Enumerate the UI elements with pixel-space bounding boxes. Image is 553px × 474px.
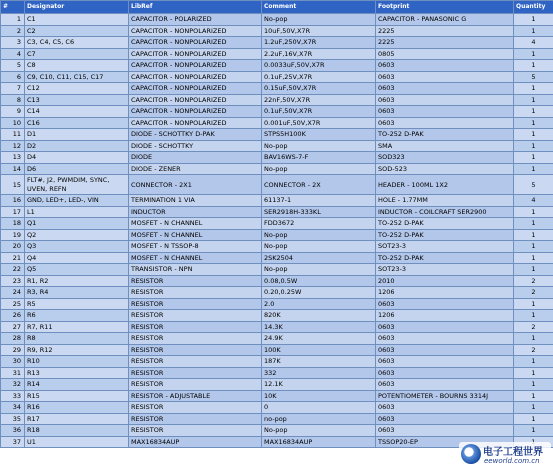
- cell-libref: RESISTOR: [129, 367, 262, 379]
- cell-num: 29: [1, 344, 25, 356]
- cell-designator: R9, R12: [25, 344, 129, 356]
- cell-designator: C1: [25, 14, 129, 26]
- cell-quantity: 1: [514, 117, 553, 129]
- cell-comment: 61137-1: [262, 195, 376, 207]
- cell-quantity: 1: [514, 333, 553, 345]
- table-row: [1, 140, 553, 152]
- cell-comment: STPS5H100K: [262, 129, 376, 141]
- cell-designator: Q1: [25, 218, 129, 230]
- cell-designator: C7: [25, 48, 129, 60]
- header-designator: Designator: [25, 1, 129, 14]
- cell-comment: No-pop: [262, 264, 376, 276]
- cell-comment: 0.1uF,25V,X7R: [262, 71, 376, 83]
- cell-quantity: 1: [514, 252, 553, 264]
- cell-libref: RESISTOR: [129, 333, 262, 345]
- table-row: [1, 310, 553, 322]
- cell-libref: CAPACITOR - POLARIZED: [129, 14, 262, 26]
- cell-footprint: INDUCTOR - COILCRAFT SER2900: [376, 206, 514, 218]
- cell-comment: 0.001uF,50V,X7R: [262, 117, 376, 129]
- cell-quantity: 4: [514, 37, 553, 49]
- cell-designator: R14: [25, 379, 129, 391]
- cell-designator: Q2: [25, 229, 129, 241]
- table-row: [1, 252, 553, 264]
- cell-designator: Q5: [25, 264, 129, 276]
- table-row: [1, 344, 553, 356]
- cell-footprint: 0603: [376, 344, 514, 356]
- bom-table-body: [1, 14, 553, 448]
- cell-designator: C13: [25, 94, 129, 106]
- cell-num: 28: [1, 333, 25, 345]
- cell-footprint: TO-252 D-PAK: [376, 218, 514, 230]
- cell-libref: CAPACITOR - NONPOLARIZED: [129, 60, 262, 72]
- cell-footprint: SOT23-3: [376, 264, 514, 276]
- cell-quantity: 1: [514, 48, 553, 60]
- table-row: [1, 218, 553, 230]
- cell-designator: C12: [25, 83, 129, 95]
- cell-libref: MOSFET - N CHANNEL: [129, 229, 262, 241]
- cell-quantity: 5: [514, 175, 553, 195]
- cell-footprint: 0603: [376, 60, 514, 72]
- cell-quantity: 2: [514, 344, 553, 356]
- watermark-url: eeworld.com.cn: [484, 457, 540, 465]
- cell-designator: C3, C4, C5, C6: [25, 37, 129, 49]
- cell-comment: 1.2uF,250V,X7R: [262, 37, 376, 49]
- watermark: [459, 442, 551, 468]
- cell-comment: FDD3672: [262, 218, 376, 230]
- cell-footprint: SOD323: [376, 152, 514, 164]
- cell-num: 12: [1, 140, 25, 152]
- table-row: [1, 106, 553, 118]
- cell-quantity: 1: [514, 229, 553, 241]
- cell-footprint: TO-252 D-PAK: [376, 129, 514, 141]
- cell-num: 4: [1, 48, 25, 60]
- cell-libref: MAX16834AUP: [129, 436, 262, 448]
- table-row: [1, 333, 553, 345]
- table-row: [1, 241, 553, 253]
- cell-quantity: 2: [514, 275, 553, 287]
- cell-comment: 0.1uF,50V,X7R: [262, 106, 376, 118]
- cell-footprint: TO-252 D-PAK: [376, 229, 514, 241]
- cell-libref: CAPACITOR - NONPOLARIZED: [129, 117, 262, 129]
- cell-designator: R1, R2: [25, 275, 129, 287]
- cell-num: 32: [1, 379, 25, 391]
- cell-footprint: 0603: [376, 117, 514, 129]
- cell-footprint: 0603: [376, 413, 514, 425]
- cell-footprint: 1206: [376, 310, 514, 322]
- cell-comment: 2.0: [262, 298, 376, 310]
- cell-quantity: 1: [514, 140, 553, 152]
- cell-quantity: 1: [514, 425, 553, 437]
- cell-comment: 0.20,0.25W: [262, 287, 376, 299]
- cell-quantity: 2: [514, 287, 553, 299]
- cell-num: 35: [1, 413, 25, 425]
- cell-quantity: 5: [514, 71, 553, 83]
- cell-footprint: 0603: [376, 298, 514, 310]
- cell-comment: No-pop: [262, 241, 376, 253]
- cell-quantity: 1: [514, 60, 553, 72]
- cell-num: 5: [1, 60, 25, 72]
- cell-num: 20: [1, 241, 25, 253]
- cell-footprint: 0603: [376, 83, 514, 95]
- cell-footprint: 0603: [376, 321, 514, 333]
- cell-designator: D4: [25, 152, 129, 164]
- header-quantity: Quantity: [514, 1, 553, 14]
- cell-footprint: 0805: [376, 48, 514, 60]
- cell-designator: GND, LED+, LED-, VIN: [25, 195, 129, 207]
- cell-num: 26: [1, 310, 25, 322]
- cell-footprint: SMA: [376, 140, 514, 152]
- cell-footprint: POTENTIOMETER - BOURNS 3314J: [376, 390, 514, 402]
- cell-footprint: 1206: [376, 287, 514, 299]
- cell-num: 10: [1, 117, 25, 129]
- cell-libref: MOSFET - N CHANNEL: [129, 252, 262, 264]
- cell-comment: CONNECTOR - 2X: [262, 175, 376, 195]
- cell-comment: No-pop: [262, 14, 376, 26]
- cell-libref: RESISTOR: [129, 402, 262, 414]
- cell-num: 33: [1, 390, 25, 402]
- cell-num: 13: [1, 152, 25, 164]
- table-row: [1, 356, 553, 368]
- table-row: [1, 37, 553, 49]
- cell-designator: Q4: [25, 252, 129, 264]
- cell-footprint: 0603: [376, 71, 514, 83]
- cell-quantity: 1: [514, 310, 553, 322]
- header-footprint: Footprint: [376, 1, 514, 14]
- cell-quantity: 1: [514, 402, 553, 414]
- cell-designator: R16: [25, 402, 129, 414]
- cell-designator: U1: [25, 436, 129, 448]
- cell-footprint: SOD-523: [376, 163, 514, 175]
- table-row: [1, 287, 553, 299]
- cell-footprint: 0603: [376, 356, 514, 368]
- cell-designator: D1: [25, 129, 129, 141]
- cell-designator: FLT#, J2, PWMDIM, SYNC, UVEN, REFN: [25, 175, 129, 195]
- cell-footprint: 2010: [376, 275, 514, 287]
- cell-designator: R18: [25, 425, 129, 437]
- cell-libref: TERMINATION 1 VIA: [129, 195, 262, 207]
- cell-libref: CAPACITOR - NONPOLARIZED: [129, 48, 262, 60]
- cell-libref: RESISTOR: [129, 344, 262, 356]
- cell-footprint: TO-252 D-PAK: [376, 252, 514, 264]
- cell-num: 18: [1, 218, 25, 230]
- cell-comment: 332: [262, 367, 376, 379]
- table-row: [1, 298, 553, 310]
- cell-libref: CAPACITOR - NONPOLARIZED: [129, 71, 262, 83]
- cell-footprint: 0603: [376, 106, 514, 118]
- cell-footprint: HEADER - 100ML 1X2: [376, 175, 514, 195]
- cell-num: 9: [1, 106, 25, 118]
- cell-designator: C2: [25, 25, 129, 37]
- table-row: [1, 402, 553, 414]
- cell-footprint: CAPACITOR - PANASONIC G: [376, 14, 514, 26]
- cell-num: 15: [1, 175, 25, 195]
- table-row: [1, 275, 553, 287]
- watermark-cn-text: 电子工程世界: [483, 447, 543, 458]
- cell-quantity: 1: [514, 379, 553, 391]
- cell-quantity: 1: [514, 367, 553, 379]
- cell-libref: RESISTOR: [129, 275, 262, 287]
- cell-footprint: 0603: [376, 425, 514, 437]
- cell-num: 14: [1, 163, 25, 175]
- cell-num: 31: [1, 367, 25, 379]
- cell-quantity: 1: [514, 163, 553, 175]
- cell-libref: DIODE - SCHOTTKY: [129, 140, 262, 152]
- cell-designator: C14: [25, 106, 129, 118]
- cell-footprint: SOT23-3: [376, 241, 514, 253]
- cell-designator: C9, C10, C11, C15, C17: [25, 71, 129, 83]
- cell-footprint: 0603: [376, 379, 514, 391]
- table-row: [1, 152, 553, 164]
- cell-comment: 14.3K: [262, 321, 376, 333]
- cell-num: 16: [1, 195, 25, 207]
- cell-quantity: 1: [514, 206, 553, 218]
- cell-designator: Q3: [25, 241, 129, 253]
- cell-comment: No-pop: [262, 425, 376, 437]
- cell-comment: 10K: [262, 390, 376, 402]
- cell-libref: CAPACITOR - NONPOLARIZED: [129, 94, 262, 106]
- cell-comment: 12.1K: [262, 379, 376, 391]
- cell-quantity: 1: [514, 106, 553, 118]
- cell-libref: RESISTOR - ADJUSTABLE: [129, 390, 262, 402]
- cell-designator: L1: [25, 206, 129, 218]
- table-row: [1, 206, 553, 218]
- cell-num: 22: [1, 264, 25, 276]
- cell-num: 7: [1, 83, 25, 95]
- cell-libref: TRANSISTOR - NPN: [129, 264, 262, 276]
- cell-comment: BAV16WS-7-F: [262, 152, 376, 164]
- cell-libref: RESISTOR: [129, 425, 262, 437]
- cell-libref: RESISTOR: [129, 413, 262, 425]
- table-row: [1, 229, 553, 241]
- cell-num: 2: [1, 25, 25, 37]
- cell-libref: MOSFET - N CHANNEL: [129, 218, 262, 230]
- cell-footprint: TSSOP20-EP: [376, 436, 514, 448]
- cell-quantity: 1: [514, 14, 553, 26]
- cell-comment: No-pop: [262, 163, 376, 175]
- cell-footprint: 0603: [376, 367, 514, 379]
- cell-quantity: 1: [514, 152, 553, 164]
- cell-quantity: 1: [514, 83, 553, 95]
- cell-libref: DIODE - ZENER: [129, 163, 262, 175]
- cell-quantity: 1: [514, 241, 553, 253]
- table-row: [1, 83, 553, 95]
- cell-comment: MAX16834AUP: [262, 436, 376, 448]
- cell-num: 3: [1, 37, 25, 49]
- cell-libref: DIODE: [129, 152, 262, 164]
- cell-comment: No-pop: [262, 140, 376, 152]
- cell-quantity: 1: [514, 129, 553, 141]
- cell-quantity: 1: [514, 413, 553, 425]
- table-row: [1, 71, 553, 83]
- table-row: [1, 117, 553, 129]
- table-row: [1, 195, 553, 207]
- cell-libref: MOSFET - N TSSOP-8: [129, 241, 262, 253]
- table-row: [1, 60, 553, 72]
- table-row: [1, 163, 553, 175]
- table-row: [1, 129, 553, 141]
- cell-comment: no-pop: [262, 413, 376, 425]
- cell-designator: R17: [25, 413, 129, 425]
- cell-comment: 10uF,50V,X7R: [262, 25, 376, 37]
- cell-footprint: 0603: [376, 94, 514, 106]
- cell-comment: 24.9K: [262, 333, 376, 345]
- cell-libref: CAPACITOR - NONPOLARIZED: [129, 106, 262, 118]
- cell-num: 1: [1, 14, 25, 26]
- cell-quantity: 1: [514, 218, 553, 230]
- cell-designator: R13: [25, 367, 129, 379]
- cell-designator: R5: [25, 298, 129, 310]
- cell-num: 30: [1, 356, 25, 368]
- cell-footprint: HOLE - 1.77MM: [376, 195, 514, 207]
- table-row: [1, 390, 553, 402]
- cell-num: 6: [1, 71, 25, 83]
- cell-footprint: 0603: [376, 333, 514, 345]
- cell-comment: 0.08,0.5W: [262, 275, 376, 287]
- cell-comment: 2.2uF,16V,X7R: [262, 48, 376, 60]
- cell-num: 23: [1, 275, 25, 287]
- cell-designator: C16: [25, 117, 129, 129]
- cell-designator: C8: [25, 60, 129, 72]
- cell-designator: R6: [25, 310, 129, 322]
- cell-designator: R3, R4: [25, 287, 129, 299]
- cell-libref: RESISTOR: [129, 321, 262, 333]
- cell-libref: CAPACITOR - NONPOLARIZED: [129, 83, 262, 95]
- cell-num: 19: [1, 229, 25, 241]
- table-row: [1, 94, 553, 106]
- cell-comment: 22nF,50V,X7R: [262, 94, 376, 106]
- cell-num: 11: [1, 129, 25, 141]
- cell-libref: CAPACITOR - NONPOLARIZED: [129, 25, 262, 37]
- table-row: [1, 48, 553, 60]
- table-row: [1, 175, 553, 195]
- cell-footprint: 2225: [376, 37, 514, 49]
- eeworld-logo-icon: [461, 444, 481, 464]
- header-num: #: [1, 1, 25, 14]
- cell-footprint: 2225: [376, 25, 514, 37]
- table-row: [1, 264, 553, 276]
- cell-comment: 2SK2504: [262, 252, 376, 264]
- header-comment: Comment: [262, 1, 376, 14]
- cell-designator: R8: [25, 333, 129, 345]
- cell-libref: RESISTOR: [129, 379, 262, 391]
- cell-footprint: 0603: [376, 402, 514, 414]
- cell-num: 21: [1, 252, 25, 264]
- cell-comment: No-pop: [262, 229, 376, 241]
- cell-quantity: 1: [514, 356, 553, 368]
- cell-num: 36: [1, 425, 25, 437]
- table-row: [1, 379, 553, 391]
- cell-libref: CONNECTOR - 2X1: [129, 175, 262, 195]
- cell-libref: DIODE - SCHOTTKY D-PAK: [129, 129, 262, 141]
- header-libref: LibRef: [129, 1, 262, 14]
- cell-libref: INDUCTOR: [129, 206, 262, 218]
- table-row: [1, 25, 553, 37]
- cell-num: 25: [1, 298, 25, 310]
- cell-quantity: 1: [514, 264, 553, 276]
- cell-designator: D6: [25, 163, 129, 175]
- cell-libref: RESISTOR: [129, 310, 262, 322]
- cell-comment: 100K: [262, 344, 376, 356]
- cell-quantity: 1: [514, 25, 553, 37]
- table-row: [1, 425, 553, 437]
- cell-num: 17: [1, 206, 25, 218]
- cell-quantity: 1: [514, 94, 553, 106]
- cell-comment: 0: [262, 402, 376, 414]
- cell-num: 37: [1, 436, 25, 448]
- table-row: [1, 413, 553, 425]
- cell-libref: CAPACITOR - NONPOLARIZED: [129, 37, 262, 49]
- table-row: [1, 14, 553, 26]
- cell-num: 8: [1, 94, 25, 106]
- cell-designator: R7, R11: [25, 321, 129, 333]
- cell-libref: RESISTOR: [129, 356, 262, 368]
- cell-designator: R15: [25, 390, 129, 402]
- header-row: [1, 1, 553, 14]
- cell-comment: 0.0033uF,50V,X7R: [262, 60, 376, 72]
- cell-num: 24: [1, 287, 25, 299]
- cell-comment: SER2918H-333KL: [262, 206, 376, 218]
- cell-quantity: 1: [514, 390, 553, 402]
- table-row: [1, 367, 553, 379]
- cell-quantity: 1: [514, 298, 553, 310]
- cell-designator: D2: [25, 140, 129, 152]
- cell-num: 27: [1, 321, 25, 333]
- cell-libref: RESISTOR: [129, 298, 262, 310]
- cell-num: 34: [1, 402, 25, 414]
- cell-libref: RESISTOR: [129, 287, 262, 299]
- cell-quantity: 2: [514, 321, 553, 333]
- cell-comment: 187K: [262, 356, 376, 368]
- cell-comment: 0.15uF,50V,X7R: [262, 83, 376, 95]
- cell-quantity: 4: [514, 195, 553, 207]
- cell-designator: R10: [25, 356, 129, 368]
- cell-comment: 820K: [262, 310, 376, 322]
- table-row: [1, 321, 553, 333]
